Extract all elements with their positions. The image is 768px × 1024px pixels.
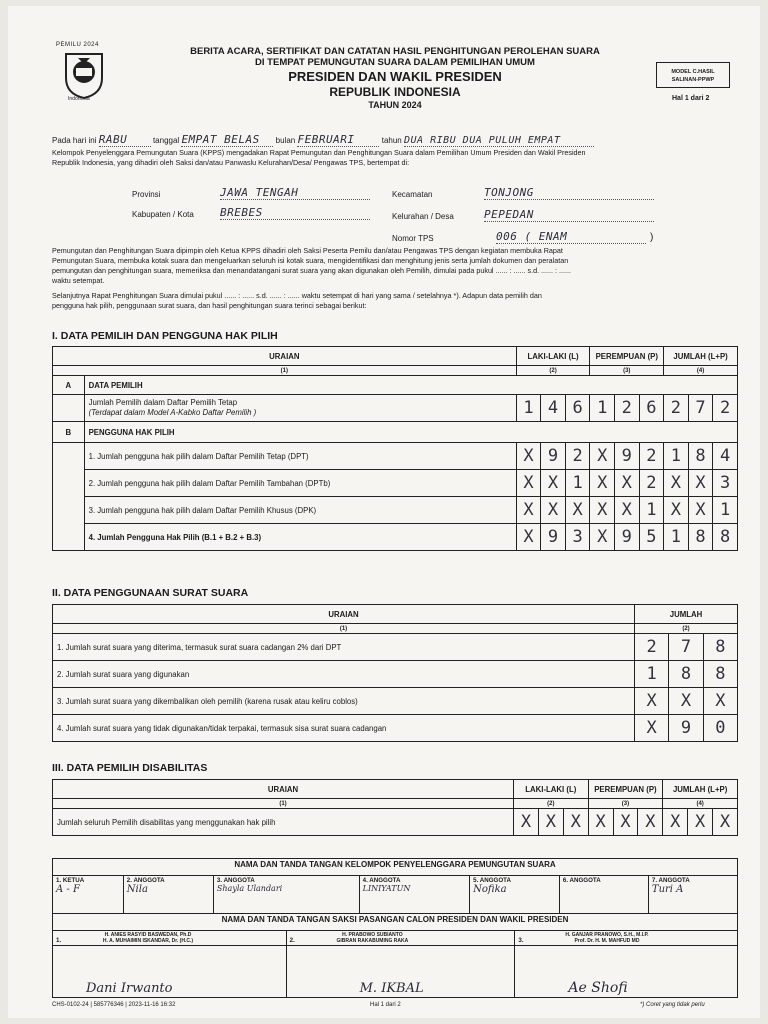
header-year: TAHUN 2024 [368, 100, 422, 110]
digit-cell: 8 [703, 634, 737, 661]
digit-cell: 7 [688, 395, 713, 422]
digit-cell: X [688, 497, 713, 524]
body-p5: Selanjutnya Rapat Penghitungan Suara dimulai pukul ...... : ...... s.d. ...... : ...... waktu setempat di hari yang sama / setelahnya *). Adapun data pemilih dan [52, 291, 542, 300]
digit-cell: X [688, 470, 713, 497]
digit-cell: 5 [639, 524, 664, 551]
saksi-name-1: H. GANJAR PRANOWO, S.H., M.I.P. [565, 932, 649, 938]
logo-bottom-text: Indonesia [68, 96, 90, 102]
intro-text-1: Kelompok Penyelenggara Pemungutan Suara (KPPS) mengadakan Rapat Pemungutan dan Penghitungan Suara dalam Pemilihan Umum Presiden dan Wakil Presiden [52, 148, 586, 157]
label-day: Pada hari ini [52, 136, 97, 145]
s2-row-3: 3. Jumlah surat suara yang dikembalikan oleh pemilih (karena rusak atau keliru coblos) [53, 688, 635, 715]
s1-b-row-1: 1. Jumlah pengguna hak pilih dalam Daftar Pemilih Tetap (DPT) [84, 443, 516, 470]
value-kecamatan: TONJONG [484, 186, 654, 200]
kpps-signature: Turi A [651, 884, 684, 895]
footer-right: *) Coret yang tidak perlu [640, 1002, 705, 1008]
body-p1: Pemungutan dan Penghitungan Suara dipimpin oleh Ketua KPPS dihadiri oleh Saksi Peserta Pemilu dan/atau Pengawas TPS dengan kegiatan membuka Rapat [52, 246, 563, 255]
s3-n4: (4) [663, 799, 738, 809]
kpps-role: 3. ANGGOTA [216, 877, 255, 884]
s1-n3: (3) [590, 366, 664, 376]
saksi-head-3 [515, 931, 738, 946]
kpps-role: 6. ANGGOTA [562, 877, 601, 884]
digit-cell: X [613, 809, 638, 836]
header-line-4: REPUBLIK INDONESIA [329, 85, 461, 99]
s2-row-4: 4. Jumlah surat suara yang tidak digunakan/tidak terpakai, termasuk sisa surat suara cadangan [53, 715, 635, 742]
saksi-signature: M. IKBAL [359, 981, 424, 996]
digit-cell: 2 [635, 634, 669, 661]
digit-cell: X [538, 809, 563, 836]
saksi-name-2: H. A. MUHAIMIN ISKANDAR, Dr. (H.C.) [102, 938, 193, 944]
s1-n1: (1) [53, 366, 517, 376]
digit-cell: X [669, 688, 703, 715]
value-kabupaten: BREBES [220, 206, 370, 220]
kpps-cell-5 [470, 876, 560, 914]
saksi-no: 1. [56, 937, 62, 944]
s1-a-row1: Jumlah Pemilih dalam Daftar Pemilih Tetap [88, 398, 238, 407]
digit-cell: X [614, 470, 639, 497]
s1-col-l: LAKI-LAKI (L) [516, 347, 590, 366]
body-p6: pengguna hak pilih, penggunaan surat suara, dan hasil penghitungan suara terinci sebagai berikut: [52, 301, 367, 310]
label-date: tanggal [152, 136, 180, 145]
kpps-cell-6 [559, 876, 648, 914]
s1-b-row-3: 3. Jumlah pengguna hak pilih dalam Daftar Pemilih Khusus (DPK) [84, 497, 516, 524]
label-year: tahun [381, 136, 402, 145]
s3-n3: (3) [588, 799, 663, 809]
page-indicator: Hal 1 dari 2 [672, 95, 710, 102]
s1-n2: (2) [516, 366, 590, 376]
s3-n2: (2) [514, 799, 589, 809]
value-tps: 006 ( ENAM [496, 230, 646, 244]
saksi-name-2: Prof. Dr. H. M. MAHFUD MD [574, 938, 640, 944]
digit-cell: 1 [590, 395, 615, 422]
digit-cell: 2 [664, 395, 689, 422]
kpps-signature: Nila [126, 884, 148, 895]
s1-col-uraian: URAIAN [53, 347, 517, 366]
s1-a-label: A [53, 376, 85, 395]
s1-a-row2: (Terdapat dalam Model A-Kabko Daftar Pemilih ) [88, 408, 257, 417]
digit-cell: 4 [541, 395, 566, 422]
digit-cell: 1 [635, 661, 669, 688]
header-line-1: BERITA ACARA, SERTIFIKAT DAN CATATAN HASIL PENGHITUNGAN PEROLEHAN SUARA [190, 46, 600, 57]
kpps-signature: LINIYATUN [362, 884, 411, 893]
section3-title: III. DATA PEMILIH DISABILITAS [52, 762, 208, 774]
intro-text-2: Republik Indonesia, yang dihadiri oleh Saksi dan/atau Panwaslu Kelurahan/Desa/ Pengawas TPS, bertempat di: [52, 158, 410, 167]
kpps-role: 1. KETUA [56, 877, 85, 884]
saksi-name-2: GIBRAN RAKABUMING RAKA [336, 938, 409, 944]
s3-n1: (1) [53, 799, 514, 809]
label-tps: Nomor TPS [392, 234, 434, 243]
digit-cell: X [614, 497, 639, 524]
kpps-cell-7 [648, 876, 737, 914]
saksi-name-1: H. PRABOWO SUBIANTO [342, 932, 403, 938]
digit-cell: 2 [639, 470, 664, 497]
kpps-cell-3 [213, 876, 359, 914]
s2-n2: (2) [635, 624, 738, 634]
saksi-sig-cell-3 [515, 946, 738, 998]
digit-cell: X [713, 809, 738, 836]
kpps-role: 2. ANGGOTA [126, 877, 165, 884]
s1-b-label: B [53, 422, 85, 443]
s3-row-label: Jumlah seluruh Pemilih disabilitas yang menggunakan hak pilih [53, 809, 514, 836]
kpps-signature: Nofika [473, 884, 507, 895]
digit-cell: 0 [703, 715, 737, 742]
intro-line [52, 133, 594, 147]
s1-col-p: PEREMPUAN (P) [590, 347, 664, 366]
digit-cell: X [703, 688, 737, 715]
digit-cell: 8 [713, 524, 738, 551]
saksi-sig-cell-1 [53, 946, 287, 998]
s1-a-title: DATA PEMILIH [84, 376, 737, 395]
digit-cell: 9 [669, 715, 703, 742]
kpps-role: 5. ANGGOTA [473, 877, 511, 884]
value-month: FEBRUARI [297, 133, 379, 147]
s3-col-p: PEREMPUAN (P) [588, 780, 663, 799]
value-provinsi: JAWA TENGAH [220, 186, 370, 200]
s2-row-2: 2. Jumlah surat suara yang digunakan [53, 661, 635, 688]
header-line-3: PRESIDEN DAN WAKIL PRESIDEN [288, 69, 502, 84]
saksi-title: NAMA DAN TANDA TANGAN SAKSI PASANGAN CALON PRESIDEN DAN WAKIL PRESIDEN [53, 914, 738, 931]
digit-cell: X [590, 470, 615, 497]
saksi-sig-cell-2 [286, 946, 515, 998]
digit-cell: 9 [614, 524, 639, 551]
digit-cell: X [664, 470, 689, 497]
digit-cell: X [638, 809, 663, 836]
digit-cell: 1 [565, 470, 590, 497]
kpps-cell-1 [53, 876, 124, 914]
model-box [656, 62, 730, 88]
model-line-1: MODEL C.HASIL [671, 69, 715, 75]
value-year: DUA RIBU DUA PULUH EMPAT [404, 135, 594, 147]
label-kecamatan: Kecamatan [392, 190, 433, 199]
signature-table [52, 858, 738, 998]
digit-cell: 2 [614, 395, 639, 422]
digit-cell: 7 [669, 634, 703, 661]
digit-cell: 2 [639, 443, 664, 470]
kpps-role: 4. ANGGOTA [362, 877, 401, 884]
footer-center: Hal 1 dari 2 [370, 1002, 401, 1008]
digit-cell: X [590, 524, 615, 551]
digit-cell: X [516, 524, 541, 551]
digit-cell: 1 [516, 395, 541, 422]
digit-cell: 1 [664, 443, 689, 470]
digit-cell: X [541, 470, 566, 497]
section1-table [52, 346, 738, 551]
kpps-signature: A - F [56, 884, 80, 895]
saksi-no: 3. [518, 937, 524, 944]
digit-cell: 1 [639, 497, 664, 524]
digit-cell: X [563, 809, 588, 836]
digit-cell: X [516, 443, 541, 470]
body-p3: pemungutan dan penghitungan suara, memeriksa dan menandatangani surat suara yang akan digunakan oleh Pemilih, dimulai pada pukul ...... : ...... s.d. ...... : ...... [52, 266, 572, 275]
saksi-head-1 [53, 931, 287, 946]
digit-cell: X [663, 809, 688, 836]
digit-cell: X [590, 497, 615, 524]
tps-close: ) [650, 232, 654, 243]
digit-cell: X [565, 497, 590, 524]
kpps-role: 7. ANGGOTA [651, 877, 690, 884]
logo-top-text: PEMILU 2024 [56, 42, 99, 48]
kpps-signature: Shayla Ulandari [216, 884, 283, 893]
s2-row-1: 1. Jumlah surat suara yang diterima, termasuk surat suara cadangan 2% dari DPT [53, 634, 635, 661]
label-kelurahan: Kelurahan / Desa [392, 212, 454, 221]
digit-cell: 1 [664, 524, 689, 551]
label-provinsi: Provinsi [132, 190, 161, 199]
value-day: RABU [99, 133, 151, 147]
saksi-head-2 [286, 931, 515, 946]
digit-cell: 2 [565, 443, 590, 470]
s1-b-title: PENGGUNA HAK PILIH [84, 422, 737, 443]
digit-cell: 6 [639, 395, 664, 422]
s3-col-l: LAKI-LAKI (L) [514, 780, 589, 799]
saksi-signature: Dani Irwanto [86, 981, 173, 996]
digit-cell: 9 [541, 443, 566, 470]
digit-cell: X [635, 715, 669, 742]
s3-col-uraian: URAIAN [53, 780, 514, 799]
s2-col-uraian: URAIAN [53, 605, 635, 624]
kpps-cell-4 [359, 876, 469, 914]
footer-left: CHS-0102-24 | 585776346 | 2023-11-16 16:32 [52, 1002, 176, 1008]
digit-cell: X [516, 497, 541, 524]
digit-cell: X [635, 688, 669, 715]
section3-table [52, 779, 738, 836]
header-line-2: DI TEMPAT PEMUNGUTAN SUARA DALAM PEMILIHAN UMUM [255, 57, 535, 68]
saksi-signature: Ae Shofi [568, 980, 628, 996]
digit-cell: 3 [713, 470, 738, 497]
body-p4: waktu setempat. [52, 276, 105, 285]
section2-title: II. DATA PENGGUNAAN SURAT SUARA [52, 587, 249, 599]
digit-cell: 2 [713, 395, 738, 422]
digit-cell: 8 [669, 661, 703, 688]
section1-title: I. DATA PEMILIH DAN PENGGUNA HAK PILIH [52, 330, 278, 342]
digit-cell: 9 [614, 443, 639, 470]
s1-n4: (4) [664, 366, 738, 376]
digit-cell: 3 [565, 524, 590, 551]
saksi-name-1: H. ANIES RASYID BASWEDAN, Ph.D [104, 932, 192, 938]
s1-col-j: JUMLAH (L+P) [664, 347, 738, 366]
body-p2: Pemungutan Suara, membuka kotak suara dan mengeluarkan seluruh isi kotak suara, mengidentifikasi dan menghitung jenis serta jumlah dokumen dan peralatan [52, 256, 569, 265]
digit-cell: 8 [688, 524, 713, 551]
s2-col-j: JUMLAH [635, 605, 738, 624]
digit-cell: X [588, 809, 613, 836]
digit-cell: 6 [565, 395, 590, 422]
kpps-title: NAMA DAN TANDA TANGAN KELOMPOK PENYELENGGARA PEMUNGUTAN SUARA [53, 859, 738, 876]
kpps-cell-2 [123, 876, 213, 914]
section2-table [52, 604, 738, 742]
kpu-logo-icon [62, 48, 106, 100]
s3-col-j: JUMLAH (L+P) [663, 780, 738, 799]
label-month: bulan [275, 136, 296, 145]
s1-a-row-label [84, 395, 516, 422]
digit-cell: X [688, 809, 713, 836]
value-kelurahan: PEPEDAN [484, 208, 654, 222]
digit-cell: 1 [713, 497, 738, 524]
label-kabupaten: Kabupaten / Kota [132, 210, 194, 219]
digit-cell: 8 [703, 661, 737, 688]
digit-cell: 4 [713, 443, 738, 470]
model-line-2: SALINAN-PPWP [671, 77, 715, 83]
s2-n1: (1) [53, 624, 635, 634]
digit-cell: X [541, 497, 566, 524]
digit-cell: X [514, 809, 539, 836]
digit-cell: X [664, 497, 689, 524]
saksi-no: 2. [289, 937, 295, 944]
digit-cell: X [516, 470, 541, 497]
digit-cell: X [590, 443, 615, 470]
value-date: EMPAT BELAS [181, 133, 273, 147]
digit-cell: 9 [541, 524, 566, 551]
digit-cell: 8 [688, 443, 713, 470]
s1-b-row-4: 4. Jumlah Pengguna Hak Pilih (B.1 + B.2 + B.3) [84, 524, 516, 551]
s1-b-row-2: 2. Jumlah pengguna hak pilih dalam Daftar Pemilih Tambahan (DPTb) [84, 470, 516, 497]
